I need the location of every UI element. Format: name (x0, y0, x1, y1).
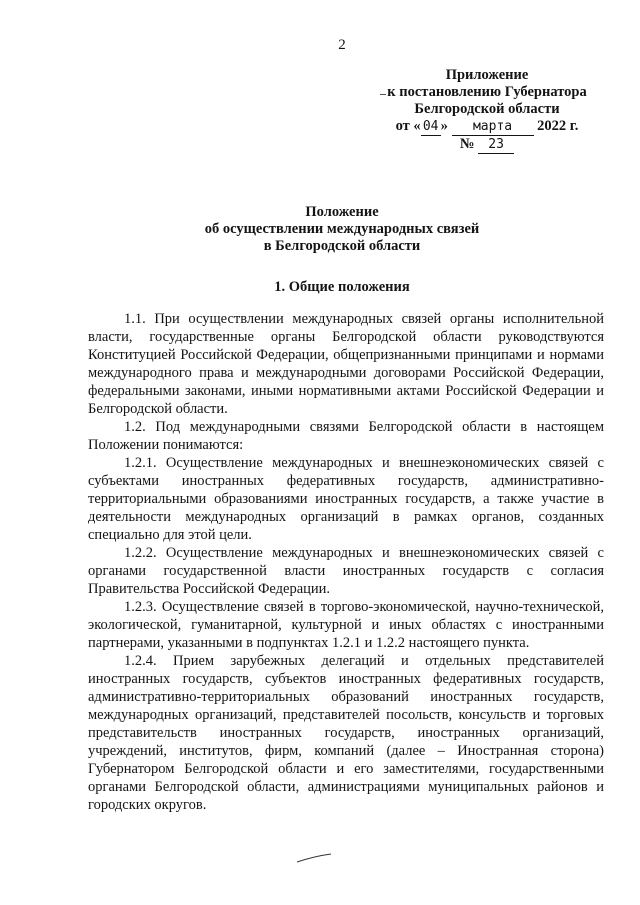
paragraph-1-2-4: 1.2.4. Прием зарубежных делегаций и отдельных представителей иностранных государств, субъектов иностранных федеративных государств, административно-территориальных образований иностранных государств, международных организаций, представителей посольств, консульств и торговых представительств иностранных государств, иностранных организаций, учреждений, институтов, фирм, компаний (далее – Иностранная сторона) Губернатором Белгородской области и его заместителями, государственными органами Белгородской области, администрациями муниципальных районов и городских округов. (88, 653, 604, 813)
paragraph-1-2-3: 1.2.3. Осуществление связей в торгово-экономической, научно-технической, экологической, гуманитарной, культурной и иных областях с иностранными партнерами, указанными в подпунктах 1.2.1 и 1.2.2 настоящего пункта. (88, 599, 604, 651)
appendix-line-1: Приложение (445, 67, 529, 83)
paragraph-1-2: 1.2. Под международными связями Белгородской области в настоящем Положении понимаются: (88, 419, 604, 453)
signature-stroke (296, 852, 332, 864)
paragraph-1-2-2: 1.2.2. Осуществление международных и внешнеэкономических связей с органами государственной власти иностранных государств с согласия Правительства Российской Федерации. (88, 545, 604, 597)
date-day-field: 04 (421, 118, 441, 136)
appendix-line-2: к постановлению Губернатора (387, 84, 587, 100)
date-year: 2022 г. (537, 118, 579, 134)
number-label: № (459, 136, 475, 152)
appendix-line-3: Белгородской области (414, 101, 560, 117)
title-line-2: об осуществлении международных связей (204, 221, 480, 237)
document-title (150, 204, 534, 255)
paragraph-1-1: 1.1. При осуществлении международных связей органы исполнительной власти, государственные органы Белгородской области руководствуются Конституцией Российской Федерации, общепризнанными принципами и нормами международного права и международными договорами Российской Федерации, федеральными законами, иными нормативными актами Российской Федерации и Белгородской области. (88, 311, 604, 417)
appendix-date (372, 118, 602, 136)
document-body (88, 310, 604, 814)
date-month-field: марта (452, 118, 534, 136)
section-heading: 1. Общие положения (274, 279, 410, 295)
number-field: 23 (478, 136, 514, 154)
appendix-number (372, 136, 602, 154)
date-prefix: от « (395, 118, 421, 134)
paragraph-1-2-1: 1.2.1. Осуществление международных и внешнеэкономических связей с субъектами иностранных федеративных государств, административно-территориальными образованиями иностранных государств, а также участие в деятельности международных организаций в рамках органов, созданных специально для этой цели. (88, 455, 604, 543)
date-mid: » (440, 118, 448, 134)
appendix-header (372, 67, 602, 154)
title-line-1: Положение (305, 204, 379, 220)
page-number: 2 (338, 37, 346, 53)
title-line-3: в Белгородской области (263, 238, 421, 254)
